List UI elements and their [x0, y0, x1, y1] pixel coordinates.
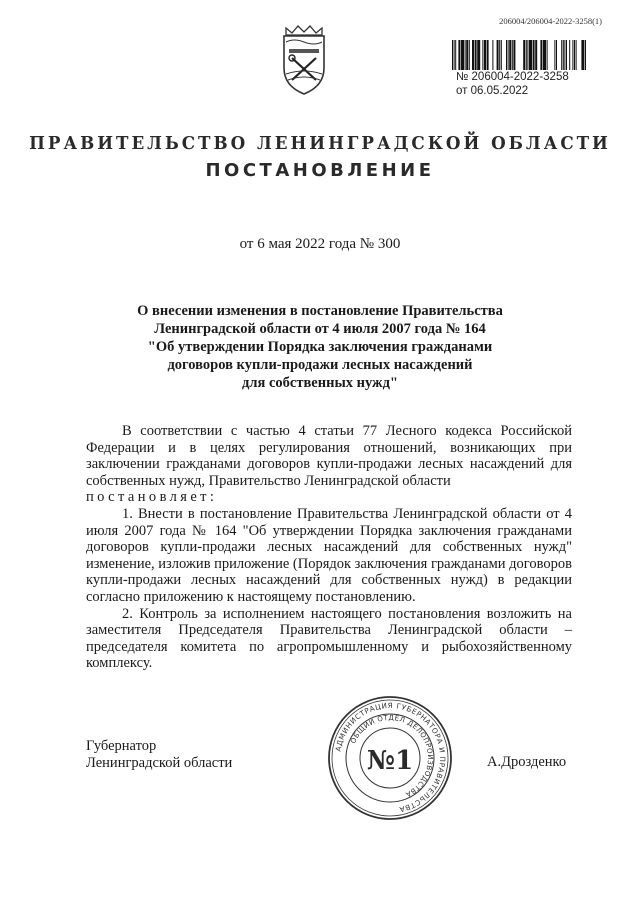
decree-body: [86, 423, 572, 672]
decree-date-number: от 6 мая 2022 года № 300: [239, 236, 401, 252]
signatory-position-line: Ленинградской области: [86, 755, 233, 771]
seal-outer-text: АДМИНИСТРАЦИЯ ГУБЕРНАТОРА И ПРАВИТЕЛЬСТВА: [333, 700, 448, 815]
signatory-position-line: Губернатор: [86, 738, 157, 754]
document-type: ПОСТАНОВЛЕНИЕ: [205, 160, 435, 181]
registration-date: от 06.05.2022: [456, 85, 529, 97]
government-title: ПРАВИТЕЛЬСТВО ЛЕНИНГРАДСКОЙ ОБЛАСТИ: [29, 133, 611, 154]
subject-line: для собственных нужд": [242, 375, 398, 391]
item-1-paragraph: 1. Внести в постановление Правительства Ленинградской области от 4 июля 2007 года № 164 "Об утверждении Порядка заключения гражданами договоров купли-продажи лесных насаждений для собственных нужд" изменение, изложив приложение (Порядок заключения гражданами договоров купли-продажи лесных насаждений для собственных нужд) в редакции согласно приложению к настоящему постановлению.: [86, 505, 572, 605]
item-2-paragraph: 2. Контроль за исполнением настоящего постановления возложить на заместителя Председателя Правительства Ленинградской области – председателя комитета по агропромышленному и рыбохозяйственному комплексу.: [86, 605, 572, 672]
registration-block: [456, 70, 569, 98]
signatory-position: [86, 738, 232, 772]
seal-center-number: №1: [366, 746, 414, 776]
seal-inner-text: ОБЩИЙ ОТДЕЛ ДЕЛОПРОИЗВОДСТВА: [349, 713, 435, 799]
barcode-icon: [452, 40, 588, 70]
subject-line: Ленинградской области от 4 июля 2007 года № 164: [154, 321, 486, 337]
registration-number: № 206004-2022-3258: [456, 71, 569, 83]
subject-line: О внесении изменения в постановление Правительства: [137, 303, 503, 319]
signatory-name: А.Дрозденко: [487, 754, 567, 770]
leningrad-oblast-coat-of-arms-icon: [276, 22, 332, 96]
reference-code: 206004/206004-2022-3258(1): [499, 16, 602, 26]
subject-line: договоров купли-продажи лесных насаждений: [167, 357, 473, 373]
subject-line: "Об утверждении Порядка заключения гражданами: [147, 339, 493, 355]
decides-word: постановляет:: [86, 489, 218, 506]
decree-subject: [80, 302, 560, 392]
official-seal-icon: [326, 694, 454, 822]
preamble-paragraph: В соответствии с частью 4 статьи 77 Лесного кодекса Российской Федерации и в целях регулирования отношений, возникающих при заключении гражданами договоров купли-продажи лесных насаждений для собственных нужд, Правительство Ленинградской области: [86, 423, 572, 489]
